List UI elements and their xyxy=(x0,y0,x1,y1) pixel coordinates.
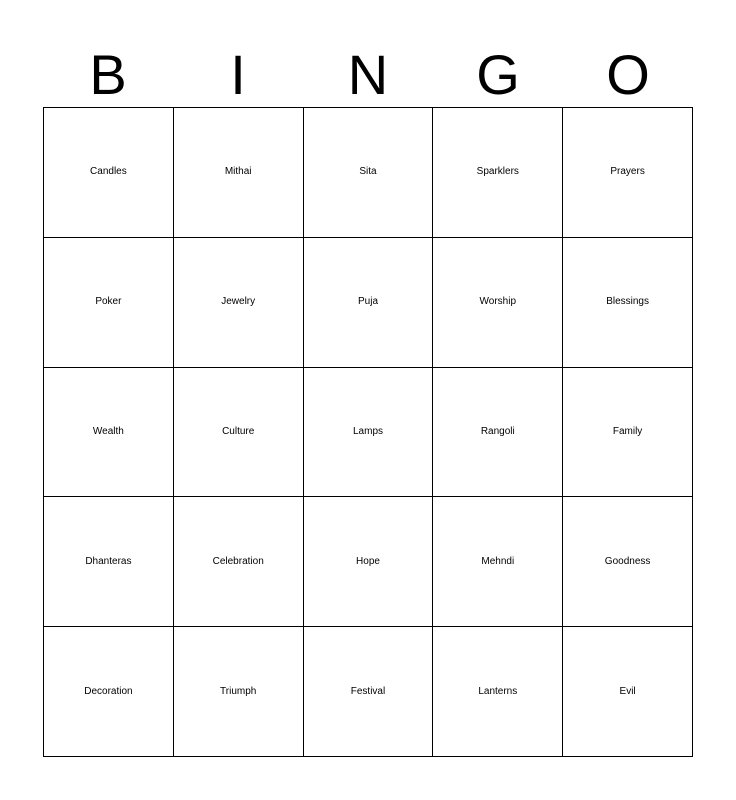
bingo-cell[interactable]: Candles xyxy=(44,108,174,238)
bingo-board xyxy=(43,107,693,757)
bingo-cell[interactable]: Celebration xyxy=(174,497,304,627)
header-letter-b: B xyxy=(89,43,127,106)
bingo-cell[interactable]: Jewelry xyxy=(174,238,304,368)
bingo-cell[interactable]: Lanterns xyxy=(433,627,563,757)
bingo-cell[interactable]: Sparklers xyxy=(433,108,563,238)
bingo-cell[interactable]: Prayers xyxy=(563,108,693,238)
bingo-cell[interactable]: Poker xyxy=(44,238,174,368)
bingo-cell[interactable]: Puja xyxy=(304,238,434,368)
bingo-cell[interactable]: Decoration xyxy=(44,627,174,757)
bingo-cell[interactable]: Hope xyxy=(304,497,434,627)
header-letter-g: G xyxy=(476,43,520,106)
bingo-cell[interactable]: Sita xyxy=(304,108,434,238)
header-letter-n: N xyxy=(347,43,389,106)
bingo-header xyxy=(43,42,693,108)
bingo-cell[interactable]: Mehndi xyxy=(433,497,563,627)
bingo-cell[interactable]: Goodness xyxy=(563,497,693,627)
bingo-cell[interactable]: Family xyxy=(563,368,693,498)
bingo-cell[interactable]: Wealth xyxy=(44,368,174,498)
bingo-cell[interactable]: Rangoli xyxy=(433,368,563,498)
bingo-cell[interactable]: Festival xyxy=(304,627,434,757)
bingo-cell[interactable]: Culture xyxy=(174,368,304,498)
bingo-cell[interactable]: Mithai xyxy=(174,108,304,238)
bingo-cell[interactable]: Lamps xyxy=(304,368,434,498)
header-letter-o: O xyxy=(606,43,650,106)
bingo-cell[interactable]: Worship xyxy=(433,238,563,368)
bingo-cell[interactable]: Evil xyxy=(563,627,693,757)
bingo-cell[interactable]: Dhanteras xyxy=(44,497,174,627)
bingo-cell[interactable]: Blessings xyxy=(563,238,693,368)
header-letter-i: I xyxy=(230,43,246,106)
bingo-cell[interactable]: Triumph xyxy=(174,627,304,757)
